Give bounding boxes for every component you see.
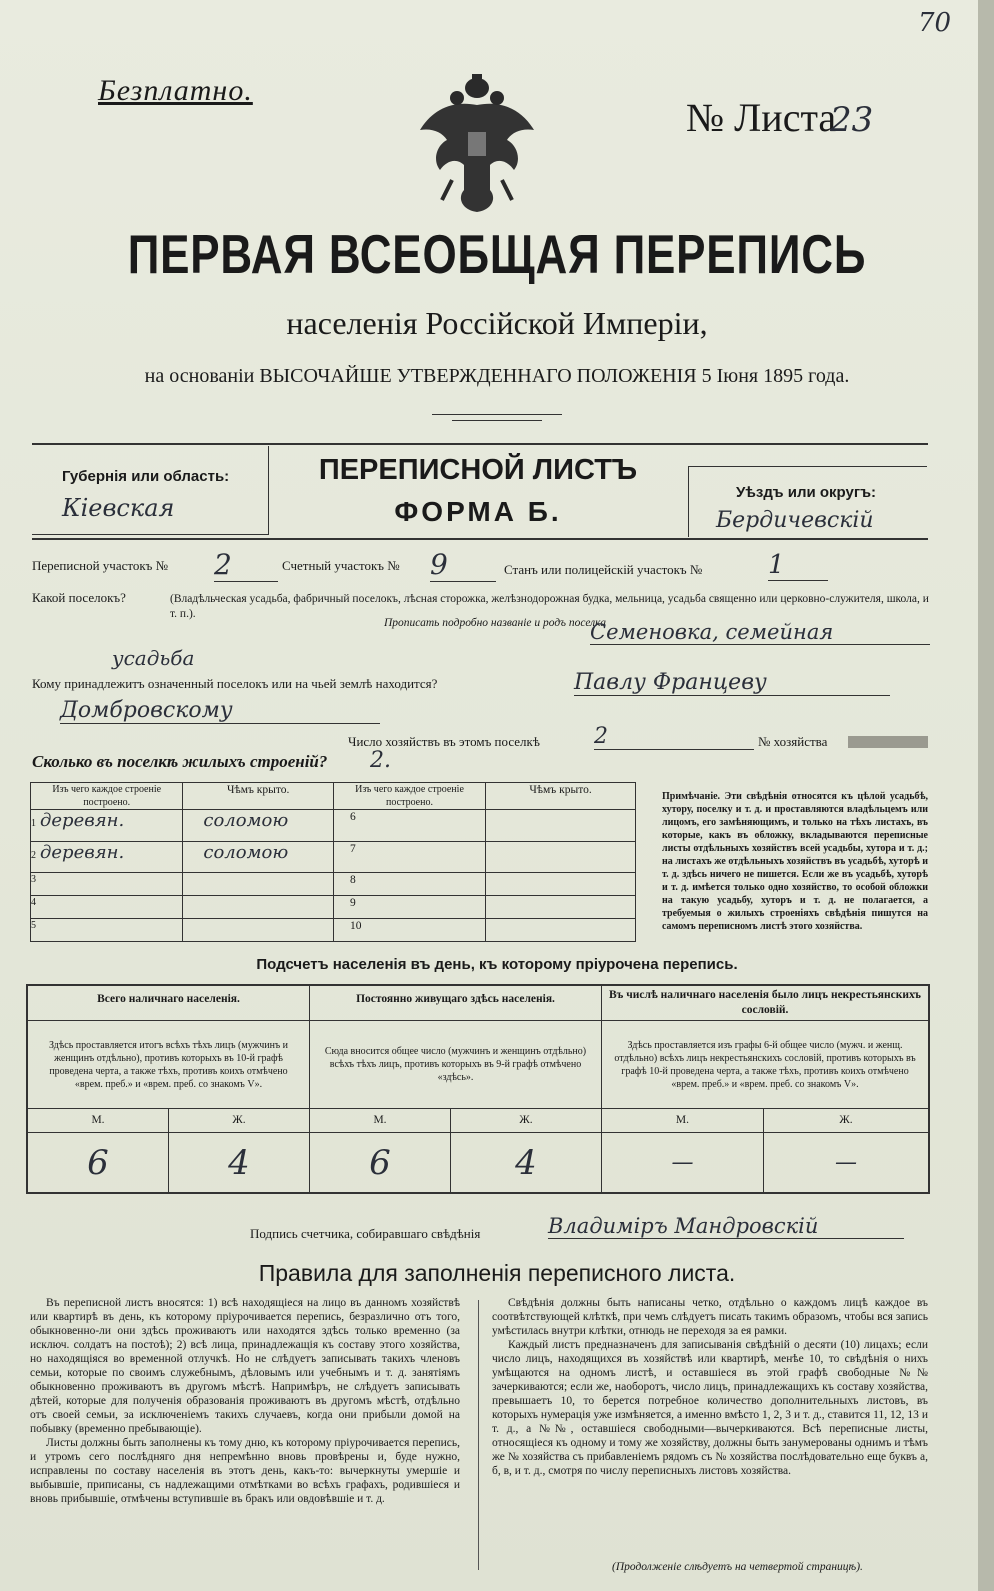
household-no-value[interactable]	[848, 736, 928, 748]
permanent-male[interactable]: 6	[310, 1133, 451, 1194]
page-number: 70	[918, 8, 952, 38]
settlement-hint-2: Прописать подробно названіе и родъ поселка	[384, 617, 606, 629]
total-female[interactable]: 4	[169, 1133, 310, 1194]
building-row[interactable]: 4	[31, 896, 183, 919]
building-roof[interactable]	[486, 896, 636, 919]
divider-short	[432, 414, 562, 415]
building-roof[interactable]	[486, 919, 636, 942]
building-roof[interactable]	[183, 919, 334, 942]
building-roof[interactable]	[486, 841, 636, 873]
buildings-value[interactable]: 2.	[370, 748, 391, 773]
non-peasant-male[interactable]: —	[602, 1133, 764, 1194]
police-section-label: Станъ или полицейскій участокъ №	[504, 562, 703, 577]
col-material-header-2: Изъ чего каждое строеніе построено.	[333, 783, 485, 810]
rules-right	[492, 1296, 928, 1478]
building-roof[interactable]	[486, 873, 636, 896]
double-headed-eagle-emblem	[412, 70, 542, 220]
col-roof-header-2: Чѣмъ крыто.	[486, 783, 636, 810]
note-text: Примѣчаніе. Эти свѣдѣнія относятся къ цѣлой усадьбѣ, хутору, поселку и т. д. и проставляются владѣльцемъ или лицомъ, его замѣняющимъ, и только на тѣхъ листахъ, въ которые, какъ въ обложку, вкладываются переписные листы отдѣльныхъ хозяйствъ всей усадьбы, хутора и т. д.; на листахъ же отдѣльныхъ хозяйствъ въ усадьбѣ, хуторѣ и т. д. здѣсь ничего не пишется. Если же въ усадьбѣ, хуторѣ и т. д. имѣется только одно хозяйство, то особой обложки на такую усадьбу, хуторъ и т. д. не полагается, а требуемыя о жилыхъ строеніяхъ свѣдѣнія пишутся на самомъ переписномъ листѣ этого хозяйства.	[662, 791, 928, 932]
building-roof[interactable]	[183, 873, 334, 896]
form-band-bottom	[32, 538, 928, 540]
settlement-label: Какой поселокъ?	[32, 590, 126, 605]
rule-paragraph: Листы должны быть заполнены къ тому дню, къ которому пріурочивается перепись, и утромъ сего послѣдняго дня непремѣнно вновь провѣрены и, буде нужно, исправлены по составу населенія въ этотъ день, какъ-то: вычеркнуты умершіе и выбывшіе, приписаны, съ надлежащими отмѣтками во всѣхъ графахъ, родившіеся и вновь прибывшіе, отмѣчены вступившіе въ бракъ или овдовѣвшіе и т. д.	[30, 1437, 460, 1505]
building-row[interactable]: 3	[31, 873, 183, 896]
population-count-table	[26, 984, 930, 1194]
f-header: Ж.	[451, 1109, 602, 1133]
building-row-num: 9	[333, 896, 485, 919]
building-row[interactable]: 2 деревян.	[31, 841, 183, 873]
column-divider	[478, 1300, 479, 1570]
counting-section-label: Счетный участокъ №	[282, 558, 400, 573]
desc-permanent: Сюда вносится общее число (мужчинъ и женщинъ отдѣльно) всѣхъ тѣхъ лицъ, противъ которыхъ въ 9-й графѣ отмѣчено «здѣсь».	[310, 1021, 602, 1109]
signature-label: Подпись счетчика, собиравшаго свѣдѣнія	[250, 1226, 481, 1241]
province-label: Губернія или область:	[62, 468, 230, 485]
rule-paragraph: Свѣдѣнія должны быть написаны четко, отдѣльно о каждомъ лицѣ каждое въ соотвѣтствующей клѣткѣ, при чемъ слѣдуетъ писать такимъ образомъ, чтобы вся запись умѣстилась внутри клѣтки, отнюдь не переходя за ея рамки.	[492, 1297, 928, 1337]
f-header: Ж.	[763, 1109, 929, 1133]
desc-non-peasant: Здѣсь проставляется изъ графы 6-й общее число (мужч. и женщ. отдѣльно) всѣхъ лицъ некрестьянскихъ сословій, противъ которыхъ въ графѣ 10-й проведена черта, а также тѣхъ, противъ коихъ отмѣчено «врем. преб.» и «врем. преб. со знакомъ V».	[602, 1021, 930, 1109]
rule-paragraph: Въ переписной листъ вносятся: 1) всѣ находящіеся на лицо въ данномъ хозяйствѣ или квартирѣ въ день, къ которому пріурочивается перепись, безразлично отъ того, обыкновенно-ли они здѣсь проживаютъ или находятся здѣсь только временно (за исключ. солдатъ на постоѣ); 2) всѣ лица, принадлежащія къ составу этого хозяйства, но находящіяся во временной отлучкѣ. Но не слѣдуетъ записывать такихъ членовъ семьи, которые по своимъ служебнымъ, дѣловымъ или учебнымъ и т. д. занятіямъ обыкновенно проживаютъ въ другомъ мѣстѣ. Напримѣръ, не слѣдуетъ записывать дѣтей, которые для полученія образованія проживаютъ въ другомъ мѣстѣ, отдѣльно отъ своей семьи, за исключеніемъ такихъ случаевъ, когда они прибыли домой на побывку (временно пребывающіе).	[30, 1297, 460, 1435]
households-value[interactable]: 2	[594, 724, 754, 750]
rule-paragraph: Каждый листъ предназначенъ для записыванія свѣдѣній о десяти (10) лицахъ; если число лицъ, находящихся въ хозяйствѣ или квартирѣ, менѣе 10, то свѣдѣнія о нихъ умѣщаются на одномъ листѣ, и оставшіеся въ этой графѣ свободные №№ зачеркиваются; если же, наоборотъ, число лицъ, принадлежащихъ къ составу хозяйства, превышаетъ 10, то берется потребное количество дополнительныхъ листовъ, въ которыхъ нумерація уже измѣняется, а именно вмѣсто 1, 2, 3 и т. д., ставится 11, 12, 13 и т. д., а №№, оставшіеся свободными—вычеркиваются. Всѣ переписные листы, относящіеся къ одному и тому же хозяйству, должны быть занумерованы однимъ и тѣмъ же № хозяйства съ прибавленіемъ рядомъ съ № хозяйства послѣдовательно еще буквъ а, б, в, и т. д., смотря по числу переписныхъ листовъ хозяйства.	[492, 1339, 928, 1477]
households-label: Число хозяйствъ въ этомъ поселкѣ	[348, 734, 540, 749]
count-title: Подсчетъ населенія въ день, къ которому пріурочена перепись.	[256, 956, 738, 973]
sheet-number-value: 23	[830, 100, 874, 140]
building-roof[interactable]	[183, 896, 334, 919]
building-row-num: 6	[333, 810, 485, 842]
non-peasant-female[interactable]: —	[763, 1133, 929, 1194]
col-roof-header: Чѣмъ крыто.	[183, 783, 334, 810]
census-section-value[interactable]: 2	[214, 548, 278, 582]
total-male[interactable]: 6	[27, 1133, 169, 1194]
owner-value[interactable]: Павлу Францеву	[574, 670, 890, 696]
district-value[interactable]: Бердичевскій	[716, 508, 874, 533]
m-header: М.	[310, 1109, 451, 1133]
rules-left	[30, 1296, 460, 1506]
sheet-number-label: № Листа	[686, 95, 837, 140]
owner-label: Кому принадлежитъ означенный поселокъ или на чьей землѣ находится?	[32, 676, 438, 691]
free-label: Безплатно.	[98, 74, 253, 107]
page-edge	[978, 0, 994, 1591]
district-label: Уѣздъ или округъ:	[736, 484, 877, 501]
permanent-female[interactable]: 4	[451, 1133, 602, 1194]
building-row-num: 8	[333, 873, 485, 896]
police-section-value[interactable]: 1	[768, 550, 828, 581]
settlement-value[interactable]: Семеновка, семейная	[590, 620, 930, 645]
desc-total: Здѣсь проставляется итогъ всѣхъ тѣхъ лицъ (мужчинъ и женщинъ отдѣльно), противъ которыхъ въ 10-й графѣ проведена черта, а также тѣхъ, противъ коихъ отмѣчено «врем. преб.» и «врем. преб. со знакомъ V».	[27, 1021, 310, 1109]
building-row-num: 7	[333, 841, 485, 873]
rules-title: Правила для заполненія переписного листа.	[258, 1260, 736, 1286]
building-roof[interactable]: соломою	[183, 841, 334, 873]
continuation-note: (Продолженіе слѣдуетъ на четвертой страницѣ).	[612, 1561, 863, 1573]
m-header: М.	[27, 1109, 169, 1133]
building-row[interactable]: 1 деревян.	[31, 810, 183, 842]
province-value[interactable]: Кіевская	[62, 494, 175, 522]
settlement-hint: (Владѣльческая усадьба, фабричный поселокъ, лѣсная сторожка, желѣзнодорожная будка, мельница, усадьба священно или церковно-служителя, школа, и т. п.).	[170, 593, 929, 620]
building-roof[interactable]: соломою	[183, 810, 334, 842]
header-permanent: Постоянно живущаго здѣсь населенія.	[310, 985, 602, 1021]
household-no-label: № хозяйства	[758, 734, 828, 749]
basis-line: на основаніи ВЫСОЧАЙШЕ УТВЕРЖДЕННАГО ПОЛОЖЕНІЯ 5 Іюня 1895 года.	[144, 365, 850, 387]
buildings-label: Сколько въ поселкѣ жилыхъ строеній?	[32, 752, 328, 771]
form-subtitle: ФОРМА Б.	[394, 496, 562, 527]
building-row[interactable]: 5	[31, 919, 183, 942]
building-row-num: 10	[333, 919, 485, 942]
f-header: Ж.	[169, 1109, 310, 1133]
m-header: М.	[602, 1109, 764, 1133]
form-title: ПЕРЕПИСНОЙ ЛИСТЪ	[318, 454, 638, 486]
subtitle: населенія Россійской Имперіи,	[286, 305, 708, 341]
header-non-peasant: Въ числѣ наличнаго населенія было лицъ некрестьянскихъ сословій.	[602, 985, 930, 1021]
building-roof[interactable]	[486, 810, 636, 842]
col-material-header: Изъ чего каждое строеніе построено.	[31, 783, 183, 810]
main-title: ПЕРВАЯ ВСЕОБЩАЯ ПЕРЕПИСЬ	[127, 223, 867, 285]
signature-value[interactable]: Владиміръ Мандровскій	[548, 1214, 904, 1239]
divider-short	[452, 420, 542, 421]
header-total: Всего наличнаго населенія.	[27, 985, 310, 1021]
counting-section-value[interactable]: 9	[430, 548, 496, 582]
owner-value-2[interactable]: Домбровскому	[60, 698, 380, 724]
buildings-table	[30, 782, 636, 942]
settlement-value-2[interactable]: усадьба	[112, 646, 195, 670]
form-band-top	[32, 443, 928, 445]
census-section-label: Переписной участокъ №	[32, 558, 169, 573]
